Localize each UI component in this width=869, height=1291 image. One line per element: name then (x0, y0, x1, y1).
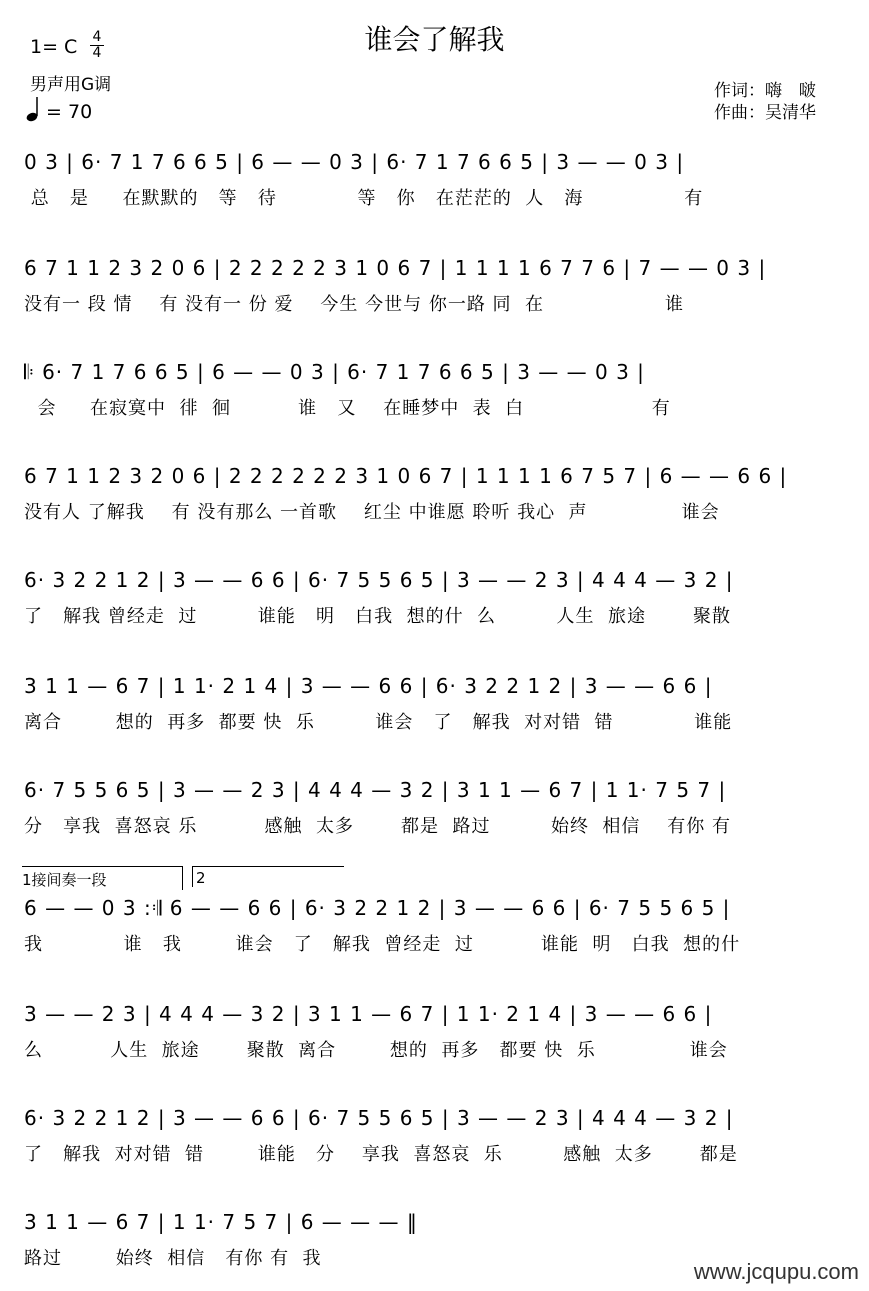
key-signature: 1= C (30, 36, 78, 58)
page-title: 谁会了解我 (364, 23, 505, 56)
notation: 𝄆 6· 7 1 7 6 6 5 | 6 — — 0 3 | 6· 7 1 7 6 6 5 | 3 — — 0 3 | (24, 360, 645, 384)
lyrics: 总 是 在默默的 等 待 等 你 在茫茫的 人 海 有 (24, 188, 704, 209)
lyrics: 路过 始终 相信 有你 有 我 (24, 1248, 322, 1269)
lyrics: 没有人 了解我 有 没有那么 一首歌 红尘 中谁愿 聆听 我心 声 谁会 (24, 502, 720, 523)
tempo-value: = 70 (46, 101, 93, 123)
site-watermark: www.jcqupu.com (693, 1259, 859, 1284)
volta-first-ending: 1接间奏一段 (22, 866, 183, 890)
lyrics: 我 谁 我 谁会 了 解我 曾经走 过 谁能 明 白我 想的什 (24, 934, 741, 955)
composer: 作曲：吴清华 (714, 103, 816, 123)
notation: 3 — — 2 3 | 4 4 4 — 3 2 | 3 1 1 — 6 7 | 1 1· 2 1 4 | 3 — — 6 6 | (24, 1002, 713, 1026)
notation: 6· 7 5 5 6 5 | 3 — — 2 3 | 4 4 4 — 3 2 | 3 1 1 — 6 7 | 1 1· 7 5 7 | (24, 778, 727, 802)
notation: 6· 3 2 2 1 2 | 3 — — 6 6 | 6· 7 5 5 6 5 | 3 — — 2 3 | 4 4 4 — 3 2 | (24, 1106, 734, 1130)
notation: 3 1 1 — 6 7 | 1 1· 7 5 7 | 6 — — — ‖ (24, 1210, 418, 1234)
quarter-note-icon (26, 96, 40, 122)
notation: 6 7 1 1 2 3 2 0 6 | 2 2 2 2 2 3 1 0 6 7 | 1 1 1 1 6 7 7 6 | 7 — — 0 3 | (24, 256, 767, 280)
notation: 6 7 1 1 2 3 2 0 6 | 2 2 2 2 2 2 3 1 0 6 7 | 1 1 1 1 6 7 5 7 | 6 — — 6 6 | (24, 464, 788, 488)
lyricist: 作词：嗨 啵 (714, 81, 816, 101)
notation: 6· 3 2 2 1 2 | 3 — — 6 6 | 6· 7 5 5 6 5 | 3 — — 2 3 | 4 4 4 — 3 2 | (24, 568, 734, 592)
lyrics: 分 享我 喜怒哀 乐 感触 太多 都是 路过 始终 相信 有你 有 (24, 816, 732, 837)
voice-note: 男声用G调 (30, 75, 112, 95)
volta-second-ending: 2 (192, 866, 344, 887)
lyrics: 会 在寂寞中 徘 徊 谁 又 在睡梦中 表 白 有 (24, 398, 671, 419)
lyrics: 了 解我 对对错 错 谁能 分 享我 喜怒哀 乐 感触 太多 都是 (24, 1144, 738, 1165)
notation: 6 — — 0 3 :𝄇 6 — — 6 6 | 6· 3 2 2 1 2 | 3 — — 6 6 | 6· 7 5 5 6 5 | (24, 896, 731, 920)
lyrics: 了 解我 曾经走 过 谁能 明 白我 想的什 么 人生 旅途 聚散 (24, 606, 732, 627)
time-signature (90, 30, 104, 61)
notation: 0 3 | 6· 7 1 7 6 6 5 | 6 — — 0 3 | 6· 7 1 7 6 6 5 | 3 — — 0 3 | (24, 150, 685, 174)
lyrics: 离合 想的 再多 都要 快 乐 谁会 了 解我 对对错 错 谁能 (24, 712, 733, 733)
notation: 3 1 1 — 6 7 | 1 1· 2 1 4 | 3 — — 6 6 | 6· 3 2 2 1 2 | 3 — — 6 6 | (24, 674, 713, 698)
tempo-marking (26, 96, 92, 123)
time-signature-top: 4 (90, 30, 104, 46)
lyrics: 么 人生 旅途 聚散 离合 想的 再多 都要 快 乐 谁会 (24, 1040, 728, 1061)
lyrics: 没有一 段 情 有 没有一 份 爱 今生 今世与 你一路 同 在 谁 (24, 294, 684, 315)
time-signature-bottom: 4 (92, 45, 102, 61)
